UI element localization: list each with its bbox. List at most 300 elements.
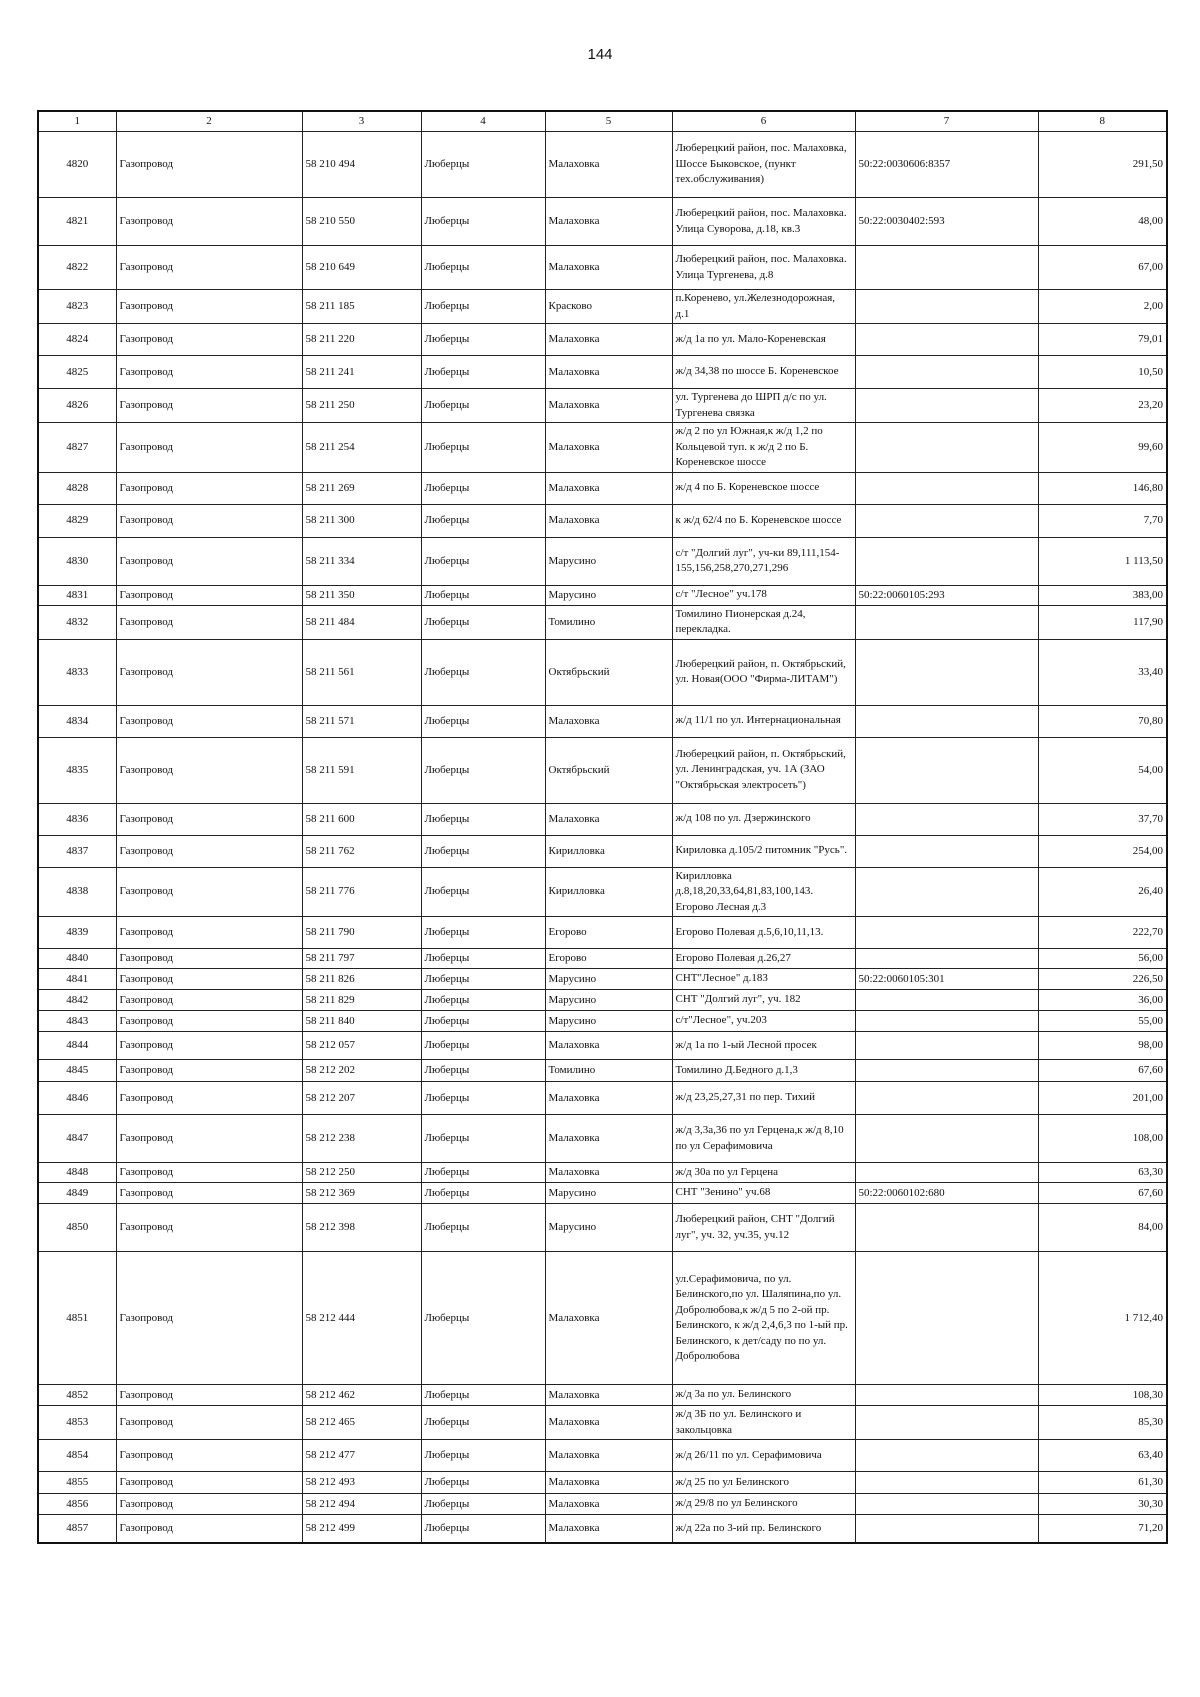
length-cell: 67,60 <box>1038 1183 1167 1204</box>
row-number-cell: 4847 <box>38 1115 116 1163</box>
address-cell: ж/д 25 по ул Белинского <box>672 1472 855 1494</box>
table-row <box>38 1406 1167 1440</box>
inventory-number-cell: 58 211 220 <box>302 324 421 356</box>
row-number-cell: 4844 <box>38 1032 116 1060</box>
municipality-cell: Люберцы <box>421 1494 545 1515</box>
inventory-number-cell: 58 212 499 <box>302 1515 421 1543</box>
cadastral-number-cell: 50:22:0030402:593 <box>855 198 1038 246</box>
row-number-cell: 4850 <box>38 1204 116 1252</box>
municipality-cell: Люберцы <box>421 737 545 803</box>
length-cell: 254,00 <box>1038 835 1167 867</box>
locality-cell: Малаховка <box>545 803 672 835</box>
locality-cell: Марусино <box>545 1204 672 1252</box>
length-cell: 48,00 <box>1038 198 1167 246</box>
table-row <box>38 835 1167 867</box>
inventory-number-cell: 58 211 591 <box>302 737 421 803</box>
locality-cell: Марусино <box>545 537 672 585</box>
row-number-cell: 4837 <box>38 835 116 867</box>
municipality-cell: Люберцы <box>421 356 545 389</box>
table-row <box>38 537 1167 585</box>
length-cell: 98,00 <box>1038 1032 1167 1060</box>
inventory-number-cell: 58 212 398 <box>302 1204 421 1252</box>
table-row <box>38 803 1167 835</box>
length-cell: 108,30 <box>1038 1385 1167 1406</box>
inventory-number-cell: 58 210 494 <box>302 132 421 198</box>
length-cell: 201,00 <box>1038 1082 1167 1115</box>
object-name-cell: Газопровод <box>116 1115 302 1163</box>
inventory-number-cell: 58 211 334 <box>302 537 421 585</box>
table-body <box>38 132 1167 1543</box>
inventory-number-cell: 58 212 444 <box>302 1252 421 1385</box>
address-cell: ж/д 11/1 по ул. Интернациональная <box>672 705 855 737</box>
length-cell: 33,40 <box>1038 639 1167 705</box>
inventory-number-cell: 58 211 300 <box>302 504 421 537</box>
row-number-cell: 4841 <box>38 969 116 990</box>
row-number-cell: 4829 <box>38 504 116 537</box>
length-cell: 291,50 <box>1038 132 1167 198</box>
row-number-cell: 4842 <box>38 990 116 1011</box>
locality-cell: Малаховка <box>545 1515 672 1543</box>
table-row <box>38 1060 1167 1082</box>
municipality-cell: Люберцы <box>421 537 545 585</box>
locality-cell: Малаховка <box>545 1385 672 1406</box>
inventory-number-cell: 58 211 185 <box>302 290 421 324</box>
cadastral-number-cell <box>855 1515 1038 1543</box>
row-number-cell: 4840 <box>38 949 116 969</box>
municipality-cell: Люберцы <box>421 1032 545 1060</box>
col-header: 7 <box>855 111 1038 132</box>
length-cell: 117,90 <box>1038 605 1167 639</box>
row-number-cell: 4823 <box>38 290 116 324</box>
length-cell: 71,20 <box>1038 1515 1167 1543</box>
length-cell: 2,00 <box>1038 290 1167 324</box>
municipality-cell: Люберцы <box>421 867 545 917</box>
length-cell: 61,30 <box>1038 1472 1167 1494</box>
col-header: 4 <box>421 111 545 132</box>
inventory-number-cell: 58 212 465 <box>302 1406 421 1440</box>
cadastral-number-cell <box>855 1032 1038 1060</box>
locality-cell: Кирилловка <box>545 835 672 867</box>
row-number-cell: 4857 <box>38 1515 116 1543</box>
municipality-cell: Люберцы <box>421 1472 545 1494</box>
locality-cell: Марусино <box>545 585 672 605</box>
table-row <box>38 917 1167 949</box>
length-cell: 99,60 <box>1038 423 1167 473</box>
table-row <box>38 1440 1167 1472</box>
row-number-cell: 4828 <box>38 472 116 504</box>
locality-cell: Малаховка <box>545 1406 672 1440</box>
municipality-cell: Люберцы <box>421 705 545 737</box>
table-row <box>38 585 1167 605</box>
object-name-cell: Газопровод <box>116 605 302 639</box>
municipality-cell: Люберцы <box>421 1515 545 1543</box>
cadastral-number-cell <box>855 389 1038 423</box>
object-name-cell: Газопровод <box>116 246 302 290</box>
row-number-cell: 4848 <box>38 1163 116 1183</box>
length-cell: 70,80 <box>1038 705 1167 737</box>
table-row <box>38 1115 1167 1163</box>
locality-cell: Кирилловка <box>545 867 672 917</box>
row-number-cell: 4821 <box>38 198 116 246</box>
municipality-cell: Люберцы <box>421 1385 545 1406</box>
municipality-cell: Люберцы <box>421 1406 545 1440</box>
address-cell: п.Коренево, ул.Железнодорожная, д.1 <box>672 290 855 324</box>
inventory-number-cell: 58 212 202 <box>302 1060 421 1082</box>
length-cell: 36,00 <box>1038 990 1167 1011</box>
row-number-cell: 4849 <box>38 1183 116 1204</box>
table-row <box>38 1494 1167 1515</box>
length-cell: 37,70 <box>1038 803 1167 835</box>
object-name-cell: Газопровод <box>116 537 302 585</box>
municipality-cell: Люберцы <box>421 969 545 990</box>
locality-cell: Томилино <box>545 605 672 639</box>
row-number-cell: 4853 <box>38 1406 116 1440</box>
locality-cell: Малаховка <box>545 423 672 473</box>
row-number-cell: 4856 <box>38 1494 116 1515</box>
length-cell: 23,20 <box>1038 389 1167 423</box>
length-cell: 55,00 <box>1038 1011 1167 1032</box>
municipality-cell: Люберцы <box>421 1204 545 1252</box>
inventory-number-cell: 58 211 250 <box>302 389 421 423</box>
table-row <box>38 356 1167 389</box>
object-name-cell: Газопровод <box>116 949 302 969</box>
cadastral-number-cell <box>855 639 1038 705</box>
address-cell: ж/д 26/11 по ул. Серафимовича <box>672 1440 855 1472</box>
table-row <box>38 1032 1167 1060</box>
address-cell: Томилино Д.Бедного д.1,3 <box>672 1060 855 1082</box>
cadastral-number-cell <box>855 917 1038 949</box>
address-cell: ж/д 1а по 1-ый Лесной просек <box>672 1032 855 1060</box>
length-cell: 1 712,40 <box>1038 1252 1167 1385</box>
length-cell: 85,30 <box>1038 1406 1167 1440</box>
inventory-number-cell: 58 211 254 <box>302 423 421 473</box>
inventory-number-cell: 58 211 350 <box>302 585 421 605</box>
table-row <box>38 1252 1167 1385</box>
object-name-cell: Газопровод <box>116 389 302 423</box>
address-cell: ж/д 29/8 по ул Белинского <box>672 1494 855 1515</box>
address-cell: ул. Тургенева до ШРП д/с по ул. Тургенева связка <box>672 389 855 423</box>
address-cell: ж/д 22а по 3-ий пр. Белинского <box>672 1515 855 1543</box>
row-number-cell: 4836 <box>38 803 116 835</box>
row-number-cell: 4825 <box>38 356 116 389</box>
length-cell: 54,00 <box>1038 737 1167 803</box>
object-name-cell: Газопровод <box>116 1252 302 1385</box>
locality-cell: Егорово <box>545 949 672 969</box>
inventory-number-cell: 58 211 269 <box>302 472 421 504</box>
object-name-cell: Газопровод <box>116 290 302 324</box>
locality-cell: Малаховка <box>545 1494 672 1515</box>
inventory-number-cell: 58 212 057 <box>302 1032 421 1060</box>
address-cell: Люберецкий район, пос. Малаховка, Шоссе Быковское, (пункт тех.обслуживания) <box>672 132 855 198</box>
address-cell: Люберецкий район, п. Октябрьский, ул. Ленинградская, уч. 1А (ЗАО "Октябрьская электросеть") <box>672 737 855 803</box>
object-name-cell: Газопровод <box>116 585 302 605</box>
object-name-cell: Газопровод <box>116 1385 302 1406</box>
row-number-cell: 4854 <box>38 1440 116 1472</box>
table-row <box>38 472 1167 504</box>
cadastral-number-cell <box>855 990 1038 1011</box>
address-cell: ж/д 3Б по ул. Белинского и закольцовка <box>672 1406 855 1440</box>
table-row <box>38 290 1167 324</box>
municipality-cell: Люберцы <box>421 585 545 605</box>
locality-cell: Марусино <box>545 1183 672 1204</box>
length-cell: 63,30 <box>1038 1163 1167 1183</box>
address-cell: Егорово Полевая д.5,6,10,11,13. <box>672 917 855 949</box>
cadastral-number-cell: 50:22:0060102:680 <box>855 1183 1038 1204</box>
address-cell: СНТ "Зенино" уч.68 <box>672 1183 855 1204</box>
inventory-number-cell: 58 212 369 <box>302 1183 421 1204</box>
municipality-cell: Люберцы <box>421 835 545 867</box>
cadastral-number-cell: 50:22:0060105:301 <box>855 969 1038 990</box>
locality-cell: Малаховка <box>545 1032 672 1060</box>
table-row <box>38 1515 1167 1543</box>
locality-cell: Октябрьский <box>545 737 672 803</box>
cadastral-number-cell <box>855 1385 1038 1406</box>
locality-cell: Малаховка <box>545 389 672 423</box>
row-number-cell: 4855 <box>38 1472 116 1494</box>
cadastral-number-cell <box>855 472 1038 504</box>
municipality-cell: Люберцы <box>421 605 545 639</box>
locality-cell: Малаховка <box>545 472 672 504</box>
object-name-cell: Газопровод <box>116 1060 302 1082</box>
cadastral-number-cell <box>855 290 1038 324</box>
address-cell: Кирилловка д.8,18,20,33,64,81,83,100,143. Егорово Лесная д.3 <box>672 867 855 917</box>
length-cell: 67,60 <box>1038 1060 1167 1082</box>
cadastral-number-cell <box>855 949 1038 969</box>
cadastral-number-cell <box>855 737 1038 803</box>
object-name-cell: Газопровод <box>116 867 302 917</box>
address-cell: Люберецкий район, СНТ "Долгий луг", уч. 32, уч.35, уч.12 <box>672 1204 855 1252</box>
length-cell: 222,70 <box>1038 917 1167 949</box>
object-name-cell: Газопровод <box>116 1163 302 1183</box>
row-number-cell: 4831 <box>38 585 116 605</box>
municipality-cell: Люберцы <box>421 472 545 504</box>
header-row <box>38 111 1167 132</box>
cadastral-number-cell <box>855 246 1038 290</box>
row-number-cell: 4820 <box>38 132 116 198</box>
address-cell: ж/д 4 по Б. Кореневское шоссе <box>672 472 855 504</box>
inventory-number-cell: 58 211 762 <box>302 835 421 867</box>
row-number-cell: 4851 <box>38 1252 116 1385</box>
municipality-cell: Люберцы <box>421 639 545 705</box>
locality-cell: Малаховка <box>545 1115 672 1163</box>
municipality-cell: Люберцы <box>421 198 545 246</box>
address-cell: с/т "Лесное" уч.178 <box>672 585 855 605</box>
length-cell: 7,70 <box>1038 504 1167 537</box>
cadastral-number-cell <box>855 1440 1038 1472</box>
municipality-cell: Люберцы <box>421 917 545 949</box>
row-number-cell: 4839 <box>38 917 116 949</box>
length-cell: 383,00 <box>1038 585 1167 605</box>
inventory-number-cell: 58 212 477 <box>302 1440 421 1472</box>
table-row <box>38 1472 1167 1494</box>
object-name-cell: Газопровод <box>116 705 302 737</box>
inventory-number-cell: 58 211 776 <box>302 867 421 917</box>
length-cell: 30,30 <box>1038 1494 1167 1515</box>
municipality-cell: Люберцы <box>421 990 545 1011</box>
locality-cell: Малаховка <box>545 356 672 389</box>
object-name-cell: Газопровод <box>116 803 302 835</box>
col-header: 2 <box>116 111 302 132</box>
address-cell: Люберецкий район, п. Октябрьский, ул. Новая(ООО "Фирма-ЛИТАМ") <box>672 639 855 705</box>
col-header: 1 <box>38 111 116 132</box>
cadastral-number-cell <box>855 1011 1038 1032</box>
length-cell: 63,40 <box>1038 1440 1167 1472</box>
cadastral-number-cell <box>855 324 1038 356</box>
address-cell: с/т"Лесное", уч.203 <box>672 1011 855 1032</box>
inventory-number-cell: 58 211 241 <box>302 356 421 389</box>
locality-cell: Красково <box>545 290 672 324</box>
object-name-cell: Газопровод <box>116 356 302 389</box>
row-number-cell: 4843 <box>38 1011 116 1032</box>
cadastral-number-cell: 50:22:0030606:8357 <box>855 132 1038 198</box>
row-number-cell: 4833 <box>38 639 116 705</box>
cadastral-number-cell <box>855 605 1038 639</box>
inventory-number-cell: 58 211 571 <box>302 705 421 737</box>
row-number-cell: 4822 <box>38 246 116 290</box>
locality-cell: Малаховка <box>545 132 672 198</box>
object-name-cell: Газопровод <box>116 1472 302 1494</box>
municipality-cell: Люберцы <box>421 1183 545 1204</box>
cadastral-number-cell <box>855 1406 1038 1440</box>
municipality-cell: Люберцы <box>421 1440 545 1472</box>
address-cell: ж/д 30а по ул Герцена <box>672 1163 855 1183</box>
cadastral-number-cell <box>855 1494 1038 1515</box>
object-name-cell: Газопровод <box>116 1032 302 1060</box>
table-row <box>38 132 1167 198</box>
municipality-cell: Люберцы <box>421 132 545 198</box>
municipality-cell: Люберцы <box>421 290 545 324</box>
municipality-cell: Люберцы <box>421 1252 545 1385</box>
table-row <box>38 949 1167 969</box>
col-header: 8 <box>1038 111 1167 132</box>
table-row <box>38 1163 1167 1183</box>
object-name-cell: Газопровод <box>116 1011 302 1032</box>
cadastral-number-cell: 50:22:0060105:293 <box>855 585 1038 605</box>
municipality-cell: Люберцы <box>421 1082 545 1115</box>
inventory-number-cell: 58 212 250 <box>302 1163 421 1183</box>
length-cell: 56,00 <box>1038 949 1167 969</box>
address-cell: ж/д 23,25,27,31 по пер. Тихий <box>672 1082 855 1115</box>
cadastral-number-cell <box>855 1204 1038 1252</box>
municipality-cell: Люберцы <box>421 324 545 356</box>
inventory-number-cell: 58 211 790 <box>302 917 421 949</box>
cadastral-number-cell <box>855 1163 1038 1183</box>
table-row <box>38 504 1167 537</box>
inventory-number-cell: 58 211 829 <box>302 990 421 1011</box>
object-name-cell: Газопровод <box>116 1494 302 1515</box>
object-name-cell: Газопровод <box>116 1082 302 1115</box>
table-row <box>38 246 1167 290</box>
locality-cell: Малаховка <box>545 1082 672 1115</box>
table-row <box>38 389 1167 423</box>
row-number-cell: 4824 <box>38 324 116 356</box>
inventory-number-cell: 58 212 238 <box>302 1115 421 1163</box>
object-name-cell: Газопровод <box>116 1440 302 1472</box>
object-name-cell: Газопровод <box>116 737 302 803</box>
table-row <box>38 1204 1167 1252</box>
inventory-number-cell: 58 211 600 <box>302 803 421 835</box>
inventory-number-cell: 58 211 840 <box>302 1011 421 1032</box>
locality-cell: Малаховка <box>545 1163 672 1183</box>
row-number-cell: 4830 <box>38 537 116 585</box>
inventory-number-cell: 58 210 550 <box>302 198 421 246</box>
cadastral-number-cell <box>855 803 1038 835</box>
cadastral-number-cell <box>855 835 1038 867</box>
inventory-number-cell: 58 211 561 <box>302 639 421 705</box>
length-cell: 67,00 <box>1038 246 1167 290</box>
locality-cell: Малаховка <box>545 705 672 737</box>
municipality-cell: Люберцы <box>421 504 545 537</box>
cadastral-number-cell <box>855 356 1038 389</box>
row-number-cell: 4826 <box>38 389 116 423</box>
length-cell: 1 113,50 <box>1038 537 1167 585</box>
table-row <box>38 423 1167 473</box>
address-cell: ж/д 2 по ул Южная,к ж/д 1,2 по Кольцевой туп. к ж/д 2 по Б. Кореневское шоссе <box>672 423 855 473</box>
object-name-cell: Газопровод <box>116 1183 302 1204</box>
address-cell: ж/д 34,38 по шоссе Б. Кореневское <box>672 356 855 389</box>
object-name-cell: Газопровод <box>116 1515 302 1543</box>
cadastral-number-cell <box>855 1060 1038 1082</box>
length-cell: 226,50 <box>1038 969 1167 990</box>
row-number-cell: 4845 <box>38 1060 116 1082</box>
inventory-number-cell: 58 212 462 <box>302 1385 421 1406</box>
address-cell: ж/д 108 по ул. Дзержинского <box>672 803 855 835</box>
row-number-cell: 4852 <box>38 1385 116 1406</box>
locality-cell: Томилино <box>545 1060 672 1082</box>
table-row <box>38 324 1167 356</box>
table-row <box>38 198 1167 246</box>
table-row <box>38 1011 1167 1032</box>
address-cell: СНТ "Долгий луг", уч. 182 <box>672 990 855 1011</box>
locality-cell: Малаховка <box>545 1252 672 1385</box>
length-cell: 146,80 <box>1038 472 1167 504</box>
object-name-cell: Газопровод <box>116 324 302 356</box>
table-row <box>38 705 1167 737</box>
object-name-cell: Газопровод <box>116 1204 302 1252</box>
municipality-cell: Люберцы <box>421 1115 545 1163</box>
table-row <box>38 1183 1167 1204</box>
address-cell: ж/д 1а по ул. Мало-Кореневская <box>672 324 855 356</box>
address-cell: Егорово Полевая д.26,27 <box>672 949 855 969</box>
inventory-number-cell: 58 212 207 <box>302 1082 421 1115</box>
municipality-cell: Люберцы <box>421 423 545 473</box>
locality-cell: Малаховка <box>545 1440 672 1472</box>
municipality-cell: Люберцы <box>421 246 545 290</box>
cadastral-number-cell <box>855 423 1038 473</box>
object-name-cell: Газопровод <box>116 917 302 949</box>
col-header: 6 <box>672 111 855 132</box>
object-name-cell: Газопровод <box>116 472 302 504</box>
address-cell: Люберецкий район, пос. Малаховка. Улица Тургенева, д.8 <box>672 246 855 290</box>
object-name-cell: Газопровод <box>116 504 302 537</box>
table-row <box>38 737 1167 803</box>
length-cell: 84,00 <box>1038 1204 1167 1252</box>
length-cell: 26,40 <box>1038 867 1167 917</box>
table-row <box>38 1082 1167 1115</box>
address-cell: ж/д 3,3а,36 по ул Герцена,к ж/д 8,10 по ул Серафимовича <box>672 1115 855 1163</box>
length-cell: 108,00 <box>1038 1115 1167 1163</box>
table-row <box>38 990 1167 1011</box>
page-number: 144 <box>587 46 613 63</box>
row-number-cell: 4846 <box>38 1082 116 1115</box>
object-name-cell: Газопровод <box>116 990 302 1011</box>
row-number-cell: 4834 <box>38 705 116 737</box>
table-row <box>38 1385 1167 1406</box>
table-row <box>38 867 1167 917</box>
municipality-cell: Люберцы <box>421 389 545 423</box>
cadastral-number-cell <box>855 1082 1038 1115</box>
table-row <box>38 639 1167 705</box>
